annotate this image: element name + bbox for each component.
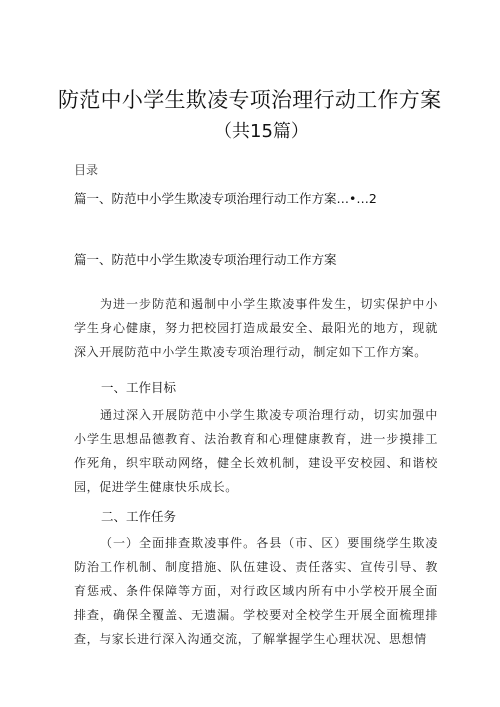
toc-label: 目录	[74, 163, 99, 177]
toc-entry[interactable]: 篇一、防范中小学生欺凌专项治理行动工作方案…•…2	[74, 191, 377, 206]
document-subtitle: （共15篇）	[214, 121, 309, 142]
task-paragraph: （一）全面排查欺凌事件。各县（市、区）要围绕学生欺凌防治工作机制、制度措施、队伍建设、责任落实、宣传引导、教育惩戒、条件保障等方面，对行政区域内所有中小学校开展全面排查，确保全覆盖、无遗漏。学校要对全校学生开展全面梳理排查，与家长进行深入沟通交流，了解掌握学生心理状况、思想情	[74, 536, 438, 646]
section-heading: 篇一、防范中小学生欺凌专项治理行动工作方案	[74, 252, 337, 267]
document-title: 防范中小学生欺凌专项治理行动工作方案	[58, 88, 442, 112]
goal-heading: 一、工作目标	[101, 380, 177, 395]
intro-paragraph: 为进一步防范和遏制中小学生欺凌事件发生，切实保护中小学生身心健康，努力把校园打造成最安全、最阳光的地方，现就深入开展防范中小学生欺凌专项治理行动，制定如下工作方案。	[74, 297, 438, 359]
task-heading: 二、工作任务	[101, 509, 177, 524]
goal-paragraph: 通过深入开展防范中小学生欺凌专项治理行动，切实加强中小学生思想品德教育、法治教育和心理健康教育，进一步摸排工作死角，织牢联动网络，健全长效机制，建设平安校园、和谐校园，促进学生健康快乐成长。	[74, 408, 438, 494]
